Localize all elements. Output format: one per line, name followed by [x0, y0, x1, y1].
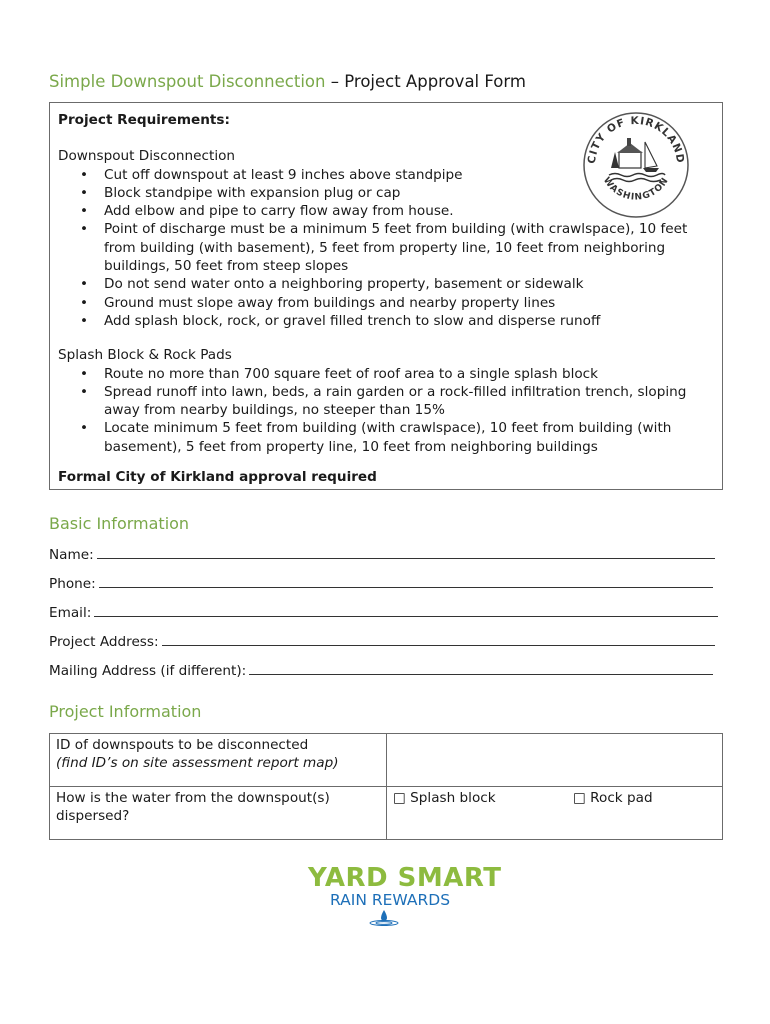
- splash-block-list: [58, 365, 698, 456]
- list-item: • Block standpipe with expansion plug or cap: [104, 184, 698, 202]
- mailing-address-field[interactable]: [49, 661, 713, 679]
- project-address-input-line[interactable]: [162, 632, 715, 646]
- project-info-heading: Project Information: [49, 702, 202, 721]
- dispersal-options-cell: [387, 787, 723, 840]
- basic-info-heading: Basic Information: [49, 514, 190, 533]
- table-row: [50, 787, 723, 840]
- section-title-downspout: Downspout Disconnection: [58, 148, 236, 165]
- list-item: • Route no more than 700 square feet of roof area to a single splash block: [104, 365, 698, 383]
- email-input-line[interactable]: [94, 603, 718, 617]
- name-label: Name:: [49, 547, 94, 563]
- list-item: • Do not send water onto a neighboring property, basement or sidewalk: [104, 275, 698, 293]
- city-seal-logo: [581, 110, 691, 220]
- list-item: • Point of discharge must be a minimum 5 feet from building (with crawlspace), 10 feet from building (with basement), 5 feet from property line, 10 feet from neighboring buildings, 50 feet from steep slopes: [104, 220, 698, 275]
- yard-smart-rain-rewards-logo: [306, 852, 502, 930]
- phone-field[interactable]: [49, 574, 713, 592]
- title-program-name: Simple Downspout Disconnection: [49, 72, 326, 91]
- mailing-address-label: Mailing Address (if different):: [49, 663, 247, 679]
- list-item: • Locate minimum 5 feet from building (with crawlspace), 10 feet from building (with basement), 5 feet from property line, 10 feet from neighboring buildings: [104, 419, 698, 456]
- downspout-id-note: (find ID’s on site assessment report map): [56, 755, 339, 771]
- list-item: • Add elbow and pipe to carry flow away from house.: [104, 202, 698, 220]
- section-title-splash-block: Splash Block & Rock Pads: [58, 347, 232, 364]
- project-address-field[interactable]: [49, 632, 715, 650]
- svg-text:YARD SMART: YARD SMART: [308, 863, 502, 893]
- table-row: [50, 734, 723, 787]
- downspout-id-label: ID of downspouts to be disconnected: [56, 737, 309, 753]
- email-field[interactable]: [49, 603, 718, 621]
- requirements-heading: Project Requirements:: [58, 112, 230, 128]
- project-info-table: [49, 733, 723, 840]
- form-title: [49, 72, 526, 91]
- downspout-id-question: [50, 734, 387, 787]
- svg-text:CITY OF KIRKLAND: CITY OF KIRKLAND: [585, 114, 687, 165]
- list-item: • Spread runoff into lawn, beds, a rain garden or a rock-filled infiltration trench, sloping away from nearby buildings, no steeper than 15%: [104, 383, 698, 420]
- downspout-id-answer-cell[interactable]: [387, 734, 723, 787]
- svg-text:WASHINGTON: WASHINGTON: [600, 175, 672, 203]
- title-dash: –: [325, 72, 345, 91]
- dispersal-question: How is the water from the downspout(s) dispersed?: [50, 787, 387, 840]
- title-form-name: Project Approval Form: [344, 72, 526, 91]
- name-field[interactable]: [49, 545, 715, 563]
- svg-text:RAIN REWARDS: RAIN REWARDS: [330, 891, 451, 909]
- name-input-line[interactable]: [97, 545, 715, 559]
- list-item: • Add splash block, rock, or gravel filled trench to slow and disperse runoff: [104, 312, 698, 330]
- phone-label: Phone:: [49, 576, 96, 592]
- list-item: • Ground must slope away from buildings and nearby property lines: [104, 294, 698, 312]
- list-item: • Cut off downspout at least 9 inches above standpipe: [104, 166, 698, 184]
- project-address-label: Project Address:: [49, 634, 159, 650]
- approval-note: Formal City of Kirkland approval required: [58, 469, 377, 485]
- phone-input-line[interactable]: [99, 574, 713, 588]
- splash-block-checkbox[interactable]: □ Splash block: [393, 790, 496, 806]
- mailing-address-input-line[interactable]: [249, 661, 713, 675]
- rock-pad-checkbox[interactable]: □ Rock pad: [573, 790, 653, 806]
- email-label: Email:: [49, 605, 92, 621]
